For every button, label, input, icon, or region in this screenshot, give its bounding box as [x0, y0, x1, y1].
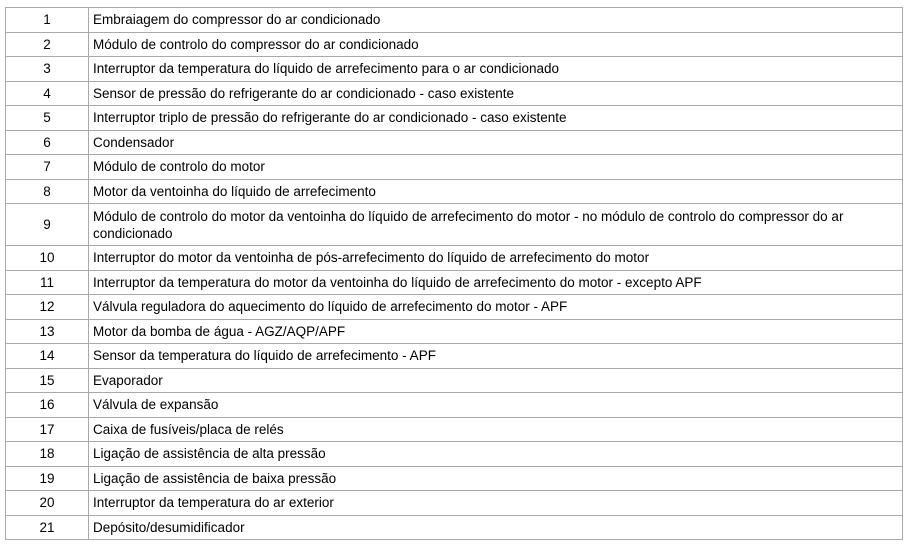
table-row: [6, 515, 903, 540]
item-number: 19: [6, 466, 89, 491]
table-row: [6, 8, 903, 33]
table-row: [6, 32, 903, 57]
table-row: [6, 344, 903, 369]
table-row: [6, 81, 903, 106]
item-number: 12: [6, 295, 89, 320]
item-number: 3: [6, 57, 89, 82]
table-row: [6, 179, 903, 204]
table-row: [6, 466, 903, 491]
item-number: 15: [6, 368, 89, 393]
item-description: Evaporador: [89, 368, 903, 393]
item-description: Interruptor triplo de pressão do refrigerante do ar condicionado - caso existente: [89, 106, 903, 131]
component-legend-table: [5, 7, 903, 540]
item-number: 17: [6, 417, 89, 442]
item-number: 2: [6, 32, 89, 57]
table-row: [6, 155, 903, 180]
item-number: 11: [6, 270, 89, 295]
table-row: [6, 295, 903, 320]
item-description: Embraiagem do compressor do ar condicionado: [89, 8, 903, 33]
item-number: 8: [6, 179, 89, 204]
item-description: Ligação de assistência de alta pressão: [89, 442, 903, 467]
item-number: 4: [6, 81, 89, 106]
item-description: Ligação de assistência de baixa pressão: [89, 466, 903, 491]
table-row: [6, 246, 903, 271]
item-number: 6: [6, 130, 89, 155]
item-description: Interruptor do motor da ventoinha de pós-arrefecimento do líquido de arrefecimento do motor: [89, 246, 903, 271]
table-row: [6, 130, 903, 155]
item-description: Módulo de controlo do compressor do ar condicionado: [89, 32, 903, 57]
item-number: 1: [6, 8, 89, 33]
item-description: Válvula de expansão: [89, 393, 903, 418]
legend-table-body: [6, 8, 903, 540]
table-row: [6, 368, 903, 393]
table-row: [6, 106, 903, 131]
table-row: [6, 442, 903, 467]
item-description: Válvula reguladora do aquecimento do líquido de arrefecimento do motor - APF: [89, 295, 903, 320]
table-row: [6, 204, 903, 246]
item-description: Módulo de controlo do motor da ventoinha do líquido de arrefecimento do motor - no módulo de controlo do compressor do ar condicionado: [89, 204, 903, 246]
item-number: 20: [6, 491, 89, 516]
item-description: Condensador: [89, 130, 903, 155]
item-description: Caixa de fusíveis/placa de relés: [89, 417, 903, 442]
table-row: [6, 417, 903, 442]
item-description: Interruptor da temperatura do líquido de arrefecimento para o ar condicionado: [89, 57, 903, 82]
table-row: [6, 270, 903, 295]
item-number: 7: [6, 155, 89, 180]
item-number: 18: [6, 442, 89, 467]
item-number: 14: [6, 344, 89, 369]
table-row: [6, 491, 903, 516]
item-number: 13: [6, 319, 89, 344]
item-number: 10: [6, 246, 89, 271]
item-description: Sensor da temperatura do líquido de arrefecimento - APF: [89, 344, 903, 369]
item-description: Interruptor da temperatura do motor da ventoinha do líquido de arrefecimento do motor - excepto APF: [89, 270, 903, 295]
item-number: 16: [6, 393, 89, 418]
item-description: Sensor de pressão do refrigerante do ar condicionado - caso existente: [89, 81, 903, 106]
item-number: 21: [6, 515, 89, 540]
table-row: [6, 57, 903, 82]
item-description: Módulo de controlo do motor: [89, 155, 903, 180]
item-description: Depósito/desumidificador: [89, 515, 903, 540]
item-number: 5: [6, 106, 89, 131]
item-number: 9: [6, 204, 89, 246]
item-description: Interruptor da temperatura do ar exterior: [89, 491, 903, 516]
table-row: [6, 393, 903, 418]
item-description: Motor da ventoinha do líquido de arrefecimento: [89, 179, 903, 204]
item-description: Motor da bomba de água - AGZ/AQP/APF: [89, 319, 903, 344]
table-row: [6, 319, 903, 344]
